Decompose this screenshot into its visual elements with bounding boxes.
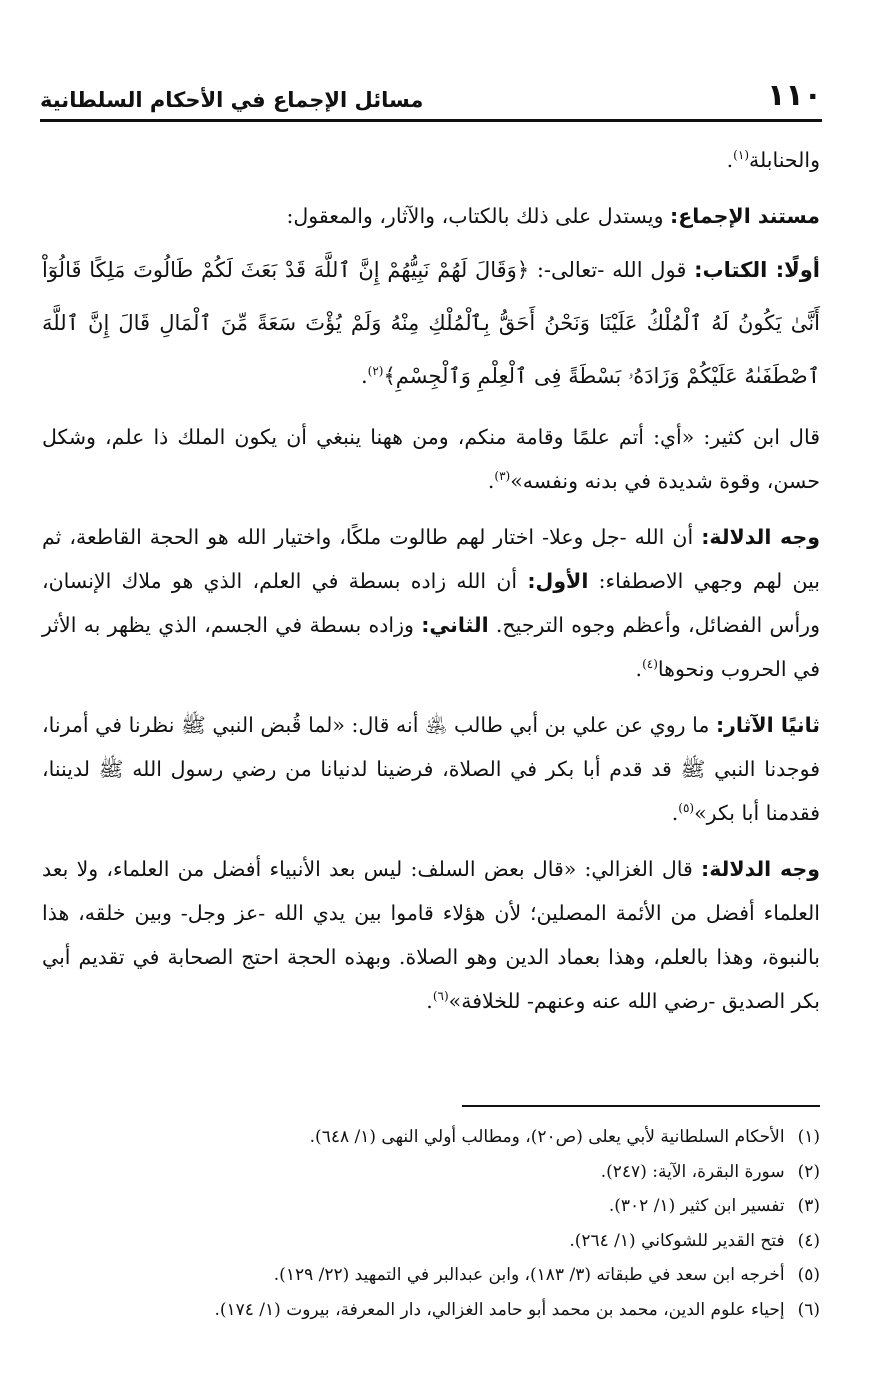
lead-first: الأول: <box>527 569 589 593</box>
paragraph-athar <box>42 703 820 835</box>
footnote-text: سورة البقرة، الآية: (٢٤٧). <box>600 1161 785 1182</box>
lead-dalala-2: وجه الدلالة: <box>701 857 820 881</box>
running-title: مسائل الإجماع في الأحكام السلطانية <box>40 88 424 112</box>
paragraph-tail: . <box>426 989 433 1013</box>
footnote-1 <box>42 1120 820 1155</box>
page-header <box>40 72 822 122</box>
footnote-text: الأحكام السلطانية لأبي يعلى (ص٢٠)، ومطالب أولي النهى (١/ ٦٤٨). <box>309 1127 785 1147</box>
footnote-number: (٢) <box>797 1161 820 1182</box>
footnote-ref-2: (٢) <box>367 364 384 378</box>
footnotes <box>42 1120 820 1327</box>
lead-ijma-basis: مستند الإجماع: <box>670 204 820 228</box>
paragraph-ibn-kathir <box>42 415 820 503</box>
footnote-number: (٦) <box>797 1299 820 1320</box>
paragraph-text: وزاده بسطة في الجسم، الذي يظهر به الأثر في الحروب ونحوها <box>42 613 820 681</box>
page-number: ١١٠ <box>767 78 822 113</box>
footnote-text: أخرجه ابن سعد في طبقاته (٣/ ١٨٣)، وابن عبدالبر في التمهيد (٢٢/ ١٢٩). <box>273 1265 785 1285</box>
main-text <box>42 138 820 1029</box>
paragraph-tail: . <box>671 801 679 825</box>
lead-kitab: أولًا: الكتاب: <box>694 258 820 282</box>
paragraph-text: قال الغزالي: «قال بعض السلف: ليس بعد الأنبياء أفضل من العلماء، ولا بعد العلماء أفضل من الأئمة المصلين؛ لأن هؤلاء قاموا بين يدي الله -عز وجل- وبين خلقه، هذا بالنبوة، وهذا بالعلم، وهذا بعماد الدين وهو الصلاة. وبهذه الحجة احتج الصحابة في تقديم أبي بكر الصديق -رضي الله عنه وعنهم- للخلافة» <box>42 857 820 1013</box>
paragraph-hanabila <box>42 138 820 182</box>
footnote-separator <box>462 1105 820 1107</box>
footnote-text: فتح القدير للشوكاني (١/ ٢٦٤). <box>569 1230 785 1251</box>
footnote-3 <box>42 1189 820 1224</box>
paragraph-text: والحنابلة <box>749 148 820 172</box>
footnote-number: (٤) <box>797 1230 820 1251</box>
footnote-ref-4: (٤) <box>642 657 658 672</box>
footnote-5 <box>42 1258 820 1293</box>
lead-second: الثاني: <box>421 613 489 637</box>
paragraph-tail: . <box>487 469 495 493</box>
footnote-6 <box>42 1293 820 1328</box>
paragraph-text: أن الله زاده بسطة في العلم، الذي هو ملاك الإنسان، ورأس الفضائل، وأعظم وجوه الترجيح. <box>42 569 820 637</box>
paragraph-tail: . <box>360 364 368 388</box>
paragraph-dalala-2 <box>42 847 820 1023</box>
lead-athar: ثانيًا الآثار: <box>715 713 820 737</box>
paragraph-ijma-basis <box>42 194 820 238</box>
footnote-4 <box>42 1224 820 1259</box>
paragraph-text: قال ابن كثير: «أي: أتم علمًا وقامة منكم، ومن ههنا ينبغي أن يكون الملك ذا علم، وشكل حسن، وقوة شديدة في بدنه ونفسه» <box>42 425 820 493</box>
footnote-number: (٣) <box>797 1196 820 1216</box>
footnote-text: إحياء علوم الدين، محمد بن محمد أبو حامد الغزالي، دار المعرفة، بيروت (١/ ١٧٤). <box>214 1299 785 1320</box>
footnote-ref-5: (٥) <box>678 801 695 816</box>
paragraph-dalala-1 <box>42 515 820 691</box>
lead-dalala-1: وجه الدلالة: <box>701 525 820 549</box>
footnote-ref-1: (١) <box>733 148 749 163</box>
quran-verse: قول الله -تعالى-: ﴿وَقَالَ لَهُمْ نَبِيُّهُمْ إِنَّ ٱللَّهَ قَدْ بَعَثَ لَكُمْ طَالُوتَ مَلِكًا قَالُوٓاْ أَنَّىٰ يَكُونُ لَهُ ٱلْمُلْكُ عَلَيْنَا وَنَحْنُ أَحَقُّ بِٱلْمُلْكِ مِنْهُ وَلَمْ يُؤْتَ سَعَةً مِّنَ ٱلْمَالِ قَالَ إِنَّ ٱللَّهَ ٱصْطَفَىٰهُ عَلَيْكُمْ وَزَادَهُۥ بَسْطَةً فِى ٱلْعِلْمِ وَٱلْجِسْمِ﴾ <box>42 258 820 388</box>
paragraph-tail: . <box>635 657 643 681</box>
footnote-ref-6: (٦) <box>432 989 449 1004</box>
footnote-ref-3: (٣) <box>494 469 511 484</box>
paragraph-text: أن الله -جل وعلا- اختار لهم طالوت ملكًا، واختيار الله هو الحجة القاطعة، ثم بين لهم وجهي الاصطفاء: <box>42 525 820 593</box>
footnote-text: تفسير ابن كثير (١/ ٣٠٢). <box>608 1196 785 1216</box>
footnote-number: (٥) <box>797 1265 820 1285</box>
paragraph-text: ويستدل على ذلك بالكتاب، والآثار، والمعقول: <box>286 204 671 228</box>
paragraph-text: ما روي عن علي بن أبي طالب ﵁ أنه قال: «لما قُبض النبي ﷺ نظرنا في أمرنا، فوجدنا النبي ﷺ قد قدم أبا بكر في الصلاة، فرضينا لدنيانا من رضي رسول الله ﷺ لديننا، فقدمنا أبا بكر» <box>42 713 820 825</box>
paragraph-tail: . <box>726 148 734 172</box>
paragraph-kitab <box>42 244 820 403</box>
footnote-2 <box>42 1155 820 1190</box>
footnote-number: (١) <box>797 1127 820 1147</box>
